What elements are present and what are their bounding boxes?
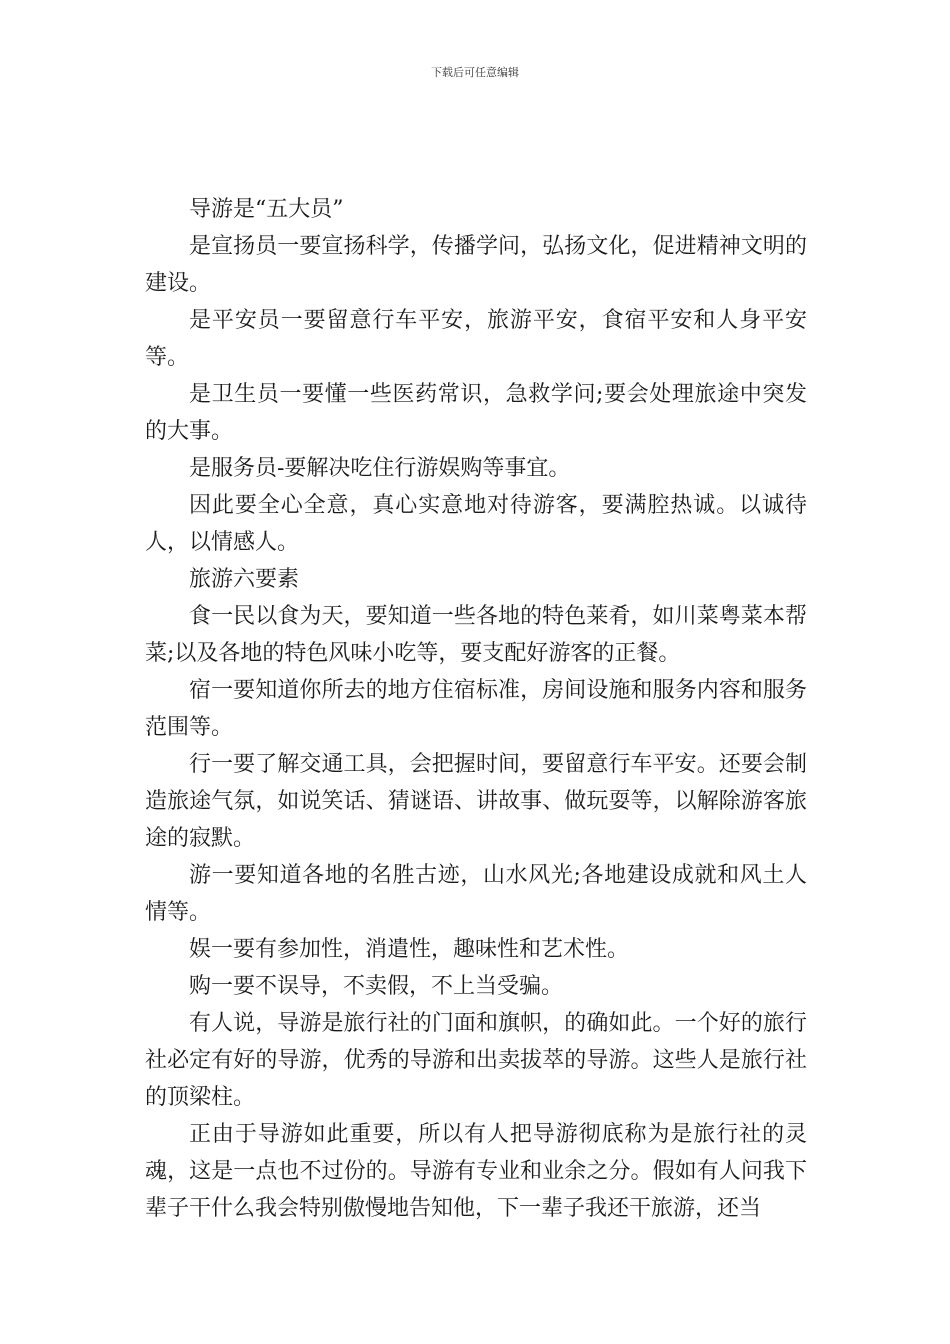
paragraph: 因此要全心全意，真心实意地对待游客，要满腔热诚。以诚待人，以情感人。 bbox=[145, 493, 807, 555]
paragraph: 是卫生员一要懂一些医药常识，急救学问;要会处理旅途中突发的大事。 bbox=[145, 382, 807, 444]
document-body bbox=[145, 191, 807, 1227]
paragraph: 购一要不误导，不卖假，不上当受骗。 bbox=[189, 974, 564, 999]
paragraph: 行一要了解交通工具，会把握时间，要留意行车平安。还要会制造旅途气氛，如说笑话、猜谜语、讲故事、做玩耍等，以解除游客旅途的寂默。 bbox=[145, 752, 807, 851]
paragraph: 娱一要有参加性，消遣性，趣味性和艺术性。 bbox=[189, 937, 630, 962]
paragraph: 是宣扬员一要宣扬科学，传播学问，弘扬文化，促进精神文明的建设。 bbox=[145, 234, 807, 296]
paragraph: 是服务员-要解决吃住行游娱购等事宜。 bbox=[189, 456, 571, 481]
paragraph: 游一要知道各地的名胜古迹，山水风光;各地建设成就和风土人情等。 bbox=[145, 863, 807, 925]
paragraph-heading-five-roles: 导游是“五大员” bbox=[189, 197, 344, 222]
paragraph: 是平安员一要留意行车平安，旅游平安，食宿平安和人身平安等。 bbox=[145, 308, 807, 370]
paragraph: 宿一要知道你所去的地方住宿标准，房间设施和服务内容和服务范围等。 bbox=[145, 678, 807, 740]
paragraph: 食一民以食为天，要知道一些各地的特色莱肴，如川菜粤菜本帮菜;以及各地的特色风味小吃等，要支配好游客的正餐。 bbox=[145, 604, 807, 666]
page-header: 下载后可任意编辑 bbox=[431, 66, 519, 79]
paragraph-heading-six-elements: 旅游六要素 bbox=[189, 567, 300, 592]
paragraph: 正由于导游如此重要，所以有人把导游彻底称为是旅行社的灵魂，这是一点也不过份的。导游有专业和业余之分。假如有人问我下辈子干什么我会特别傲慢地告知他，下一辈子我还干旅游，还当 bbox=[145, 1122, 807, 1221]
paragraph: 有人说，导游是旅行社的门面和旗帜，的确如此。一个好的旅行社必定有好的导游，优秀的导游和出卖拔萃的导游。这些人是旅行社的顶梁柱。 bbox=[145, 1011, 807, 1110]
